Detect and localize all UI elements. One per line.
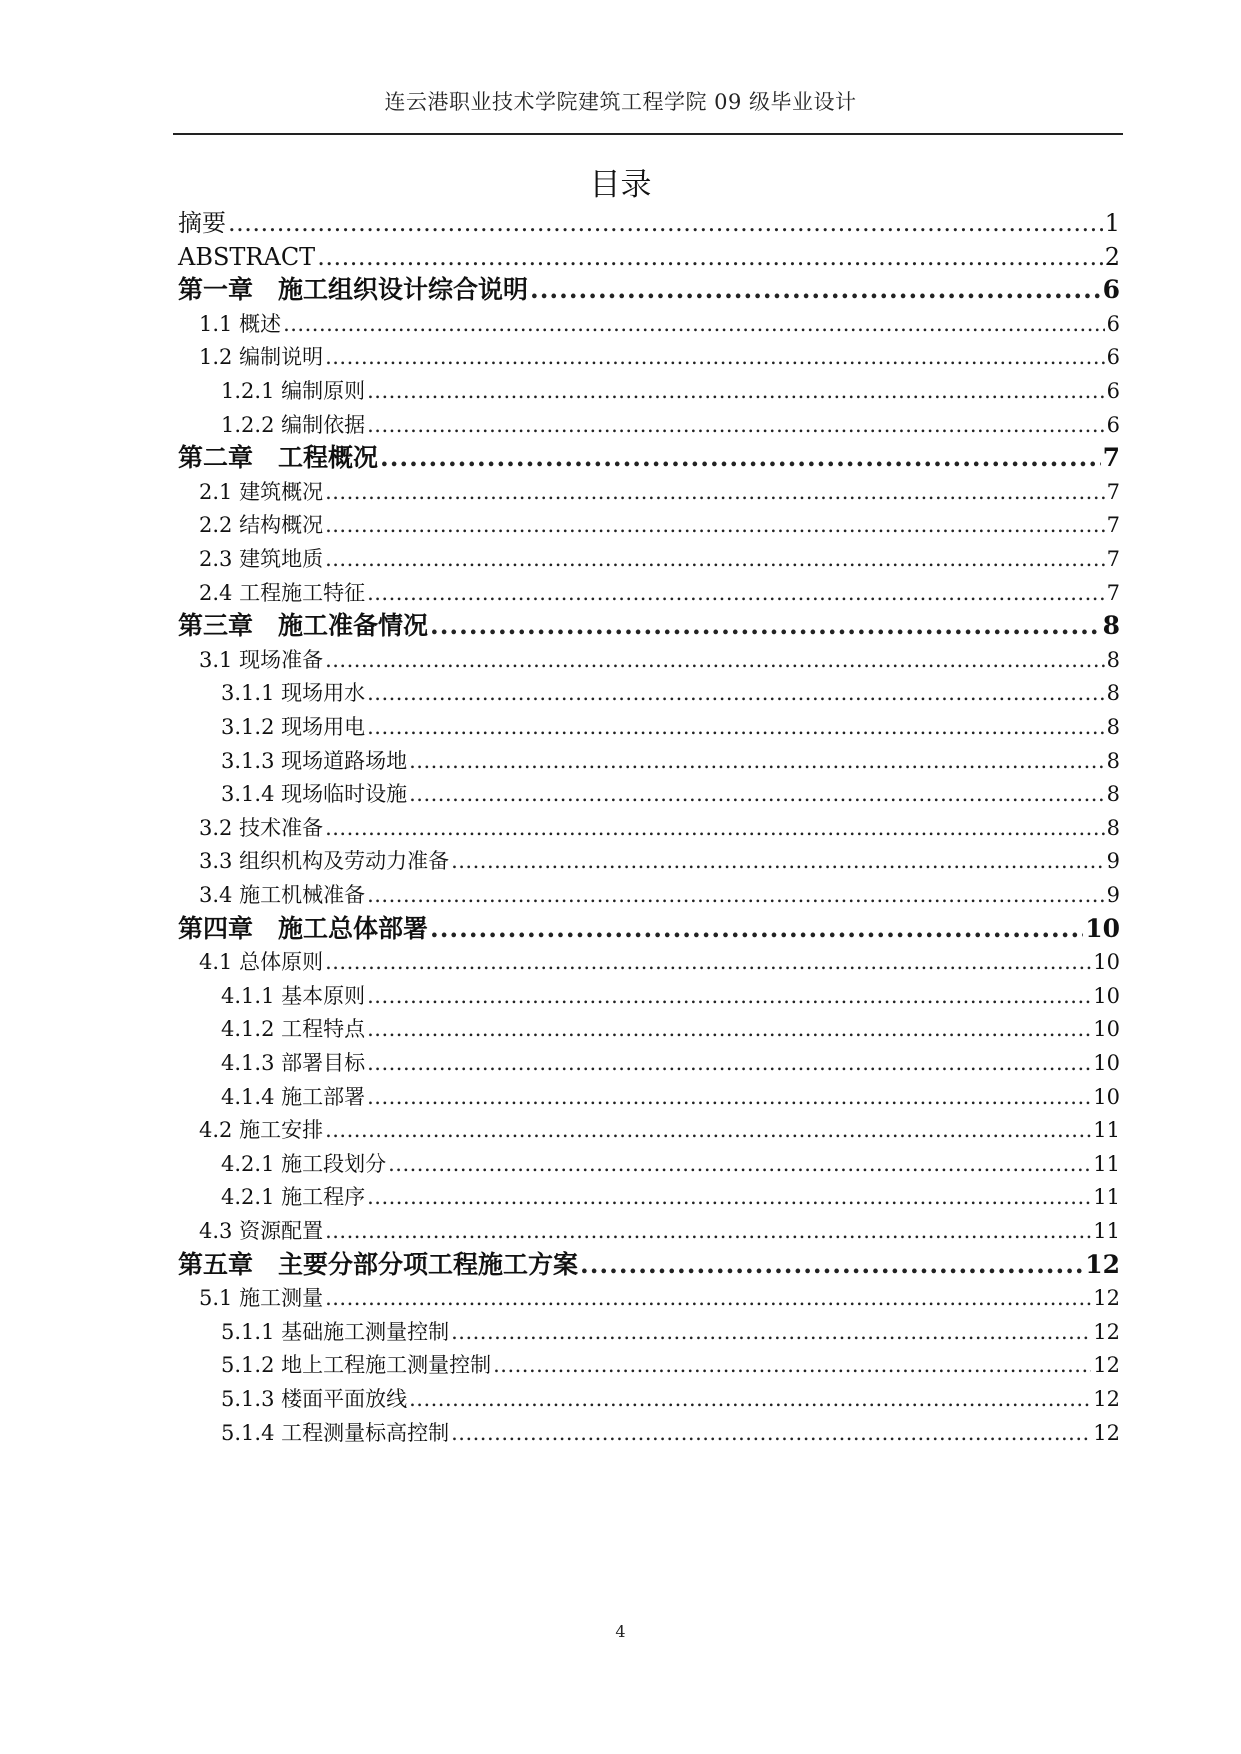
toc-entry-page: 7 [1106, 513, 1120, 538]
toc-entry[interactable] [199, 945, 1120, 979]
toc-leader-dots [325, 475, 1105, 509]
toc-leader-dots [325, 643, 1105, 677]
toc-leader-dots [367, 1046, 1091, 1080]
toc-entry-page: 8 [1106, 748, 1120, 773]
toc-entry[interactable] [199, 475, 1120, 509]
toc-leader-dots [325, 811, 1105, 845]
toc-entry[interactable] [221, 710, 1120, 744]
toc-entry[interactable] [199, 542, 1120, 576]
toc-entry-page: 11 [1093, 1185, 1120, 1210]
toc-entry-label: 第三章 施工准备情况 [178, 611, 429, 641]
toc-entry-page: 10 [1093, 983, 1120, 1008]
toc-entry-label: 3.1 现场准备 [199, 647, 324, 672]
toc-leader-dots [283, 307, 1105, 341]
toc-leader-dots [367, 576, 1105, 610]
toc-entry-label: 3.1.3 现场道路场地 [221, 748, 408, 773]
toc-entry-page: 1 [1104, 209, 1120, 237]
toc-leader-dots [380, 441, 1101, 475]
toc-entry-label: 第一章 施工组织设计综合说明 [178, 275, 529, 305]
toc-entry-label: 2.4 工程施工特征 [199, 580, 366, 605]
toc-leader-dots [451, 1315, 1091, 1349]
toc-entry-page: 2 [1104, 242, 1120, 271]
toc-leader-dots [228, 206, 1103, 240]
toc-entry-page: 12 [1093, 1387, 1120, 1411]
toc-leader-dots [493, 1348, 1091, 1382]
toc-leader-dots [325, 945, 1091, 979]
toc-entry-page: 11 [1093, 1219, 1120, 1243]
toc-leader-dots [430, 912, 1083, 946]
toc-leader-dots [430, 609, 1101, 643]
toc-entry-label: 3.2 技术准备 [199, 815, 324, 840]
toc-entry[interactable] [221, 1315, 1120, 1349]
toc-entry[interactable] [178, 441, 1120, 475]
toc-entry-page: 10 [1085, 913, 1120, 943]
toc-entry[interactable] [221, 1046, 1120, 1080]
toc-entry-page: 6 [1106, 379, 1120, 403]
toc-entry[interactable] [221, 1416, 1120, 1450]
toc-entry-label: 4.1.1 基本原则 [221, 983, 366, 1008]
header-rule [173, 133, 1123, 135]
toc-entry[interactable] [199, 811, 1120, 845]
toc-leader-dots [367, 1180, 1091, 1214]
toc-entry-label: 2.1 建筑概况 [199, 479, 324, 504]
toc-entry-page: 9 [1106, 849, 1120, 874]
toc-entry-page: 6 [1106, 311, 1120, 336]
toc-entry[interactable] [199, 576, 1120, 610]
toc-entry-label: 3.1.2 现场用电 [221, 715, 366, 739]
toc-leader-dots [325, 1281, 1091, 1315]
toc-entry-label: 第四章 施工总体部署 [178, 913, 429, 943]
toc-entry[interactable] [199, 508, 1120, 542]
toc-leader-dots [367, 878, 1105, 912]
toc-leader-dots [409, 1382, 1091, 1416]
toc-leader-dots [451, 844, 1105, 878]
toc-entry-label: 4.1.2 工程特点 [221, 1017, 366, 1042]
toc-entry[interactable] [221, 408, 1120, 442]
toc-entry-label: 3.1.4 现场临时设施 [221, 782, 408, 807]
toc-entry-page: 10 [1093, 1084, 1120, 1109]
toc-leader-dots [367, 676, 1105, 710]
toc-entry-page: 7 [1106, 547, 1120, 571]
toc-entry-label: 5.1.2 地上工程施工测量控制 [221, 1353, 492, 1378]
toc-entry-page: 6 [1106, 412, 1120, 437]
toc-entry-page: 8 [1106, 782, 1120, 807]
toc-entry-label: 5.1 施工测量 [199, 1286, 324, 1311]
toc-entry[interactable] [178, 1248, 1120, 1282]
toc-leader-dots [325, 508, 1105, 542]
toc-entry-page: 7 [1106, 580, 1120, 605]
toc-leader-dots [409, 744, 1105, 778]
toc-entry[interactable] [221, 1147, 1120, 1181]
toc-leader-dots [317, 240, 1103, 274]
toc-leader-dots [530, 273, 1101, 307]
toc-entry[interactable] [221, 1012, 1120, 1046]
toc-entry[interactable] [199, 643, 1120, 677]
toc-entry-label: 4.3 资源配置 [199, 1219, 324, 1243]
toc-entry-page: 10 [1093, 1051, 1120, 1075]
page-number: 4 [615, 1622, 626, 1641]
toc-leader-dots [325, 542, 1105, 576]
toc-entry-page: 12 [1085, 1249, 1120, 1279]
toc-entry-label: 2.2 结构概况 [199, 513, 324, 538]
toc-title: 目录 [589, 167, 652, 203]
toc-entry[interactable] [199, 878, 1120, 912]
toc-entry-label: 5.1.3 楼面平面放线 [221, 1387, 408, 1411]
toc-entry-label: 4.2.1 施工程序 [221, 1185, 366, 1210]
toc-entry-label: 1.2.1 编制原则 [221, 379, 366, 403]
toc-entry-page: 7 [1102, 443, 1120, 473]
toc-entry-label: 3.3 组织机构及劳动力准备 [199, 849, 450, 874]
toc-entry-page: 9 [1106, 883, 1120, 907]
toc-entry-label: 5.1.4 工程测量标高控制 [221, 1420, 450, 1445]
toc-entry-label: 3.1.1 现场用水 [221, 681, 366, 706]
toc-leader-dots [325, 1113, 1091, 1147]
toc-entry[interactable] [199, 1281, 1120, 1315]
toc-leader-dots [367, 374, 1105, 408]
toc-entry-label: 第二章 工程概况 [178, 443, 379, 473]
toc-entry-page: 11 [1093, 1151, 1120, 1176]
toc-entry-label: 5.1.1 基础施工测量控制 [221, 1319, 450, 1344]
toc-entry-page: 8 [1106, 681, 1120, 706]
toc-entry[interactable] [221, 1348, 1120, 1382]
toc-entry-label: 4.1.3 部署目标 [221, 1051, 366, 1075]
toc-entry-page: 12 [1093, 1353, 1120, 1378]
running-header: 连云港职业技术学院建筑工程学院 09 级毕业设计 [384, 90, 857, 114]
toc-entry-page: 11 [1093, 1118, 1120, 1143]
toc-entry-page: 12 [1093, 1420, 1120, 1445]
toc-entry[interactable] [221, 777, 1120, 811]
toc-leader-dots [388, 1147, 1091, 1181]
toc-entry[interactable] [199, 340, 1120, 374]
toc-entry[interactable] [178, 912, 1120, 946]
toc-entry[interactable] [221, 979, 1120, 1013]
toc-entry-page: 12 [1093, 1286, 1120, 1311]
toc-entry[interactable] [199, 844, 1120, 878]
toc-entry[interactable] [178, 240, 1120, 274]
toc-leader-dots [367, 408, 1105, 442]
toc-entry-page: 8 [1102, 611, 1120, 641]
toc-entry[interactable] [221, 1180, 1120, 1214]
toc-leader-dots [325, 1214, 1091, 1248]
toc-entry-page: 10 [1093, 1017, 1120, 1042]
toc-leader-dots [409, 777, 1105, 811]
toc-entry-label: 第五章 主要分部分项工程施工方案 [178, 1249, 579, 1279]
toc-entry-label: 3.4 施工机械准备 [199, 883, 366, 907]
toc-leader-dots [367, 979, 1091, 1013]
toc-entry-label: 4.1 总体原则 [199, 950, 324, 975]
toc-entry-label: 4.2 施工安排 [199, 1118, 324, 1143]
toc-entry[interactable] [178, 273, 1120, 307]
toc-entry[interactable] [221, 374, 1120, 408]
toc-entry-label: 2.3 建筑地质 [199, 547, 324, 571]
toc-entry-page: 8 [1106, 647, 1120, 672]
toc-entry[interactable] [199, 307, 1120, 341]
toc-entry-page: 6 [1102, 275, 1120, 305]
toc-entry[interactable] [199, 1214, 1120, 1248]
toc-entry-page: 12 [1093, 1319, 1120, 1344]
toc-entry-label: ABSTRACT [178, 242, 316, 271]
toc-entry-label: 4.2.1 施工段划分 [221, 1151, 387, 1176]
toc-entry-page: 7 [1106, 479, 1120, 504]
toc-entry[interactable] [221, 1080, 1120, 1114]
toc-entry-label: 1.2.2 编制依据 [221, 412, 366, 437]
toc-entry-page: 8 [1106, 815, 1120, 840]
toc-entry-label: 4.1.4 施工部署 [221, 1084, 366, 1109]
toc-leader-dots [367, 1080, 1091, 1114]
toc-entry[interactable] [221, 676, 1120, 710]
toc-entry-page: 8 [1106, 715, 1120, 739]
toc-leader-dots [367, 1012, 1091, 1046]
toc-entry[interactable] [221, 1382, 1120, 1416]
toc-leader-dots [580, 1248, 1083, 1282]
toc-leader-dots [367, 710, 1105, 744]
toc-entry-page: 6 [1106, 345, 1120, 370]
toc-entry-label: 摘要 [178, 209, 226, 237]
toc-entry-label: 1.1 概述 [199, 311, 282, 336]
toc-entry[interactable] [178, 206, 1120, 240]
toc-entry[interactable] [199, 1113, 1120, 1147]
toc-entry-label: 1.2 编制说明 [199, 345, 324, 370]
toc-entry[interactable] [178, 609, 1120, 643]
toc-entry[interactable] [221, 744, 1120, 778]
toc-entry-page: 10 [1093, 950, 1120, 975]
toc-leader-dots [325, 340, 1105, 374]
toc-leader-dots [451, 1416, 1091, 1450]
